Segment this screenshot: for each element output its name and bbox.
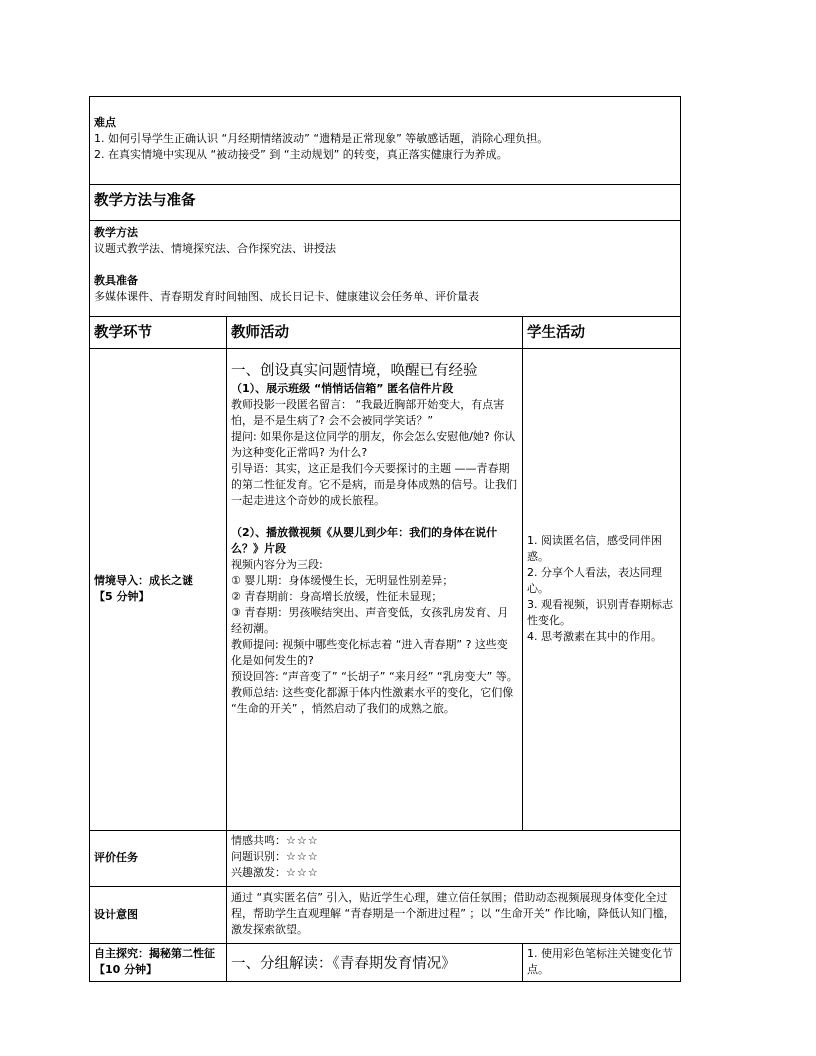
stage1-part2-line-3: 教师总结: 这些变化都源于体内性激素水平的变化，它们像 “生命的开关” ，悄然启动了我们的成熟之旅。	[231, 686, 514, 715]
stage1-part2-line-2: 预设回答: “声音变了” “长胡子” “来月经” “乳房变大” 等。	[231, 670, 518, 683]
stage1-row	[90, 349, 681, 831]
methods-heading-cell	[90, 185, 681, 221]
stage1-part1-line-2: 提问: 如果你是这位同学的朋友，你会怎么安慰他/她? 你认为这种变化正常吗? 为什么?	[231, 430, 516, 459]
col-header-stage	[90, 317, 227, 349]
stage1-part1-line-1: 教师投影一段匿名留言： “我最近胸部开始变大，有点害怕，是不是生病了? 会不会被同学笑话？”	[231, 398, 505, 427]
stage1-student-4: 4. 思考激素在其中的作用。	[527, 630, 662, 643]
tools-text: 多媒体课件、青春期发育时间轴图、成长日记卡、健康建议会任务单、评价量表	[94, 290, 479, 303]
stage2-teacher-cell	[227, 944, 523, 982]
difficulty-item-1: 1. 如何引导学生正确认识 “月经期情绪波动” “遗精是正常现象” 等敏感话题，消除心理负担。	[94, 132, 549, 145]
stage1-part2-intro: 视频内容分为三段:	[231, 558, 323, 571]
col-header-stage-label: 教学环节	[94, 325, 152, 341]
methods-title: 教学方法	[94, 226, 138, 239]
column-header-row	[90, 317, 681, 349]
evaluation-item	[231, 849, 676, 865]
methods-text: 议题式教学法、情境探究法、合作探究法、讲授法	[94, 242, 336, 255]
stage1-part2-item-1: ① 婴儿期：身体缓慢生长，无明显性别差异；	[231, 574, 454, 587]
stage1-part2-line-1: 教师提问: 视频中哪些变化标志着 “进入青春期” ? 这些变化是如何发生的?	[231, 638, 508, 667]
stage2-row	[90, 944, 681, 982]
methods-heading-row	[90, 185, 681, 221]
design-label: 设计意图	[94, 907, 138, 921]
col-header-student	[523, 317, 681, 349]
evaluation-item-name: 兴趣激发：	[231, 866, 286, 879]
stage1-part2-item-3: ③ 青春期：男孩喉结突出、声音变低，女孩乳房发育、月经初潮。	[231, 606, 509, 635]
stage1-part2-title: （2）、播放微视频《从婴儿到少年：我们的身体在说什么？》片段	[231, 526, 498, 555]
col-header-teacher-label: 教师活动	[231, 325, 289, 341]
stage1-teacher-cell	[227, 349, 523, 831]
difficulty-row	[90, 97, 681, 185]
stage1-part1-title: （1）、展示班级 “悄悄话信箱” 匿名信件片段	[231, 382, 454, 395]
stage2-name-cell	[90, 944, 227, 982]
design-row	[90, 887, 681, 944]
stage1-name-cell	[90, 349, 227, 831]
evaluation-item	[231, 865, 676, 881]
tools-title: 教具准备	[94, 274, 138, 287]
stage1-part1-line-3: 引导语：其实，这正是我们今天要探讨的主题 ——青春期的第二性征发育。它不是病，而是身体成熟的信号。让我们一起走进这个奇妙的成长旅程。	[231, 462, 517, 507]
difficulty-cell	[90, 97, 681, 185]
difficulty-title: 难点	[94, 116, 116, 129]
evaluation-item-name: 问题识别：	[231, 850, 286, 863]
stage1-student-2: 2. 分享个人看法，表达同理心。	[527, 566, 662, 595]
stage2-name: 自主探究：揭秘第二性征【10 分钟】	[94, 947, 215, 976]
rating-stars: ☆☆☆	[286, 834, 319, 847]
evaluation-items-cell	[227, 831, 681, 887]
stage1-name: 情境导入：成长之谜	[94, 574, 193, 587]
design-text: 通过 “真实匿名信” 引入，贴近学生心理，建立信任氛围；借助动态视频展现身体变化全过程，帮助学生直观理解 “青春期是一个渐进过程” ；以 “生命开关” 作比喻，降低认知门槛，激发探索欲望。	[231, 891, 675, 936]
evaluation-row	[90, 831, 681, 887]
stage1-time: 【5 分钟】	[94, 590, 150, 603]
stage1-student-1: 1. 阅读匿名信，感受同伴困惑。	[527, 534, 662, 563]
methods-cell	[90, 221, 681, 317]
lesson-plan-page	[89, 96, 680, 982]
rating-stars: ☆☆☆	[286, 866, 319, 879]
design-label-cell	[90, 887, 227, 944]
methods-heading: 教学方法与准备	[94, 193, 196, 209]
evaluation-item-name: 情感共鸣：	[231, 834, 286, 847]
difficulty-item-2: 2. 在真实情境中实现从 “被动接受” 到 “主动规划” 的转变，真正落实健康行为养成。	[94, 148, 508, 161]
col-header-student-label: 学生活动	[527, 325, 585, 341]
stage1-part2-item-2: ② 青春期前：身高增长放缓，性征未显现；	[231, 590, 443, 603]
stage1-student-cell	[523, 349, 681, 831]
evaluation-label: 评价任务	[94, 851, 138, 864]
evaluation-item	[231, 833, 676, 849]
col-header-teacher	[227, 317, 523, 349]
evaluation-label-cell	[90, 831, 227, 887]
lesson-plan-table	[89, 96, 681, 982]
stage2-student-cell	[523, 944, 681, 982]
methods-row	[90, 221, 681, 317]
stage1-section-title: 一、创设真实问题情境，唤醒已有经验	[231, 363, 478, 379]
design-text-cell	[227, 887, 681, 944]
rating-stars: ☆☆☆	[286, 850, 319, 863]
stage2-student-1: 1. 使用彩色笔标注关键变化节点。	[527, 947, 673, 976]
stage2-teacher-title: 一、分组解读：《青春期发育情况》	[231, 956, 456, 972]
stage1-student-3: 3. 观看视频，识别青春期标志性变化。	[527, 598, 673, 627]
